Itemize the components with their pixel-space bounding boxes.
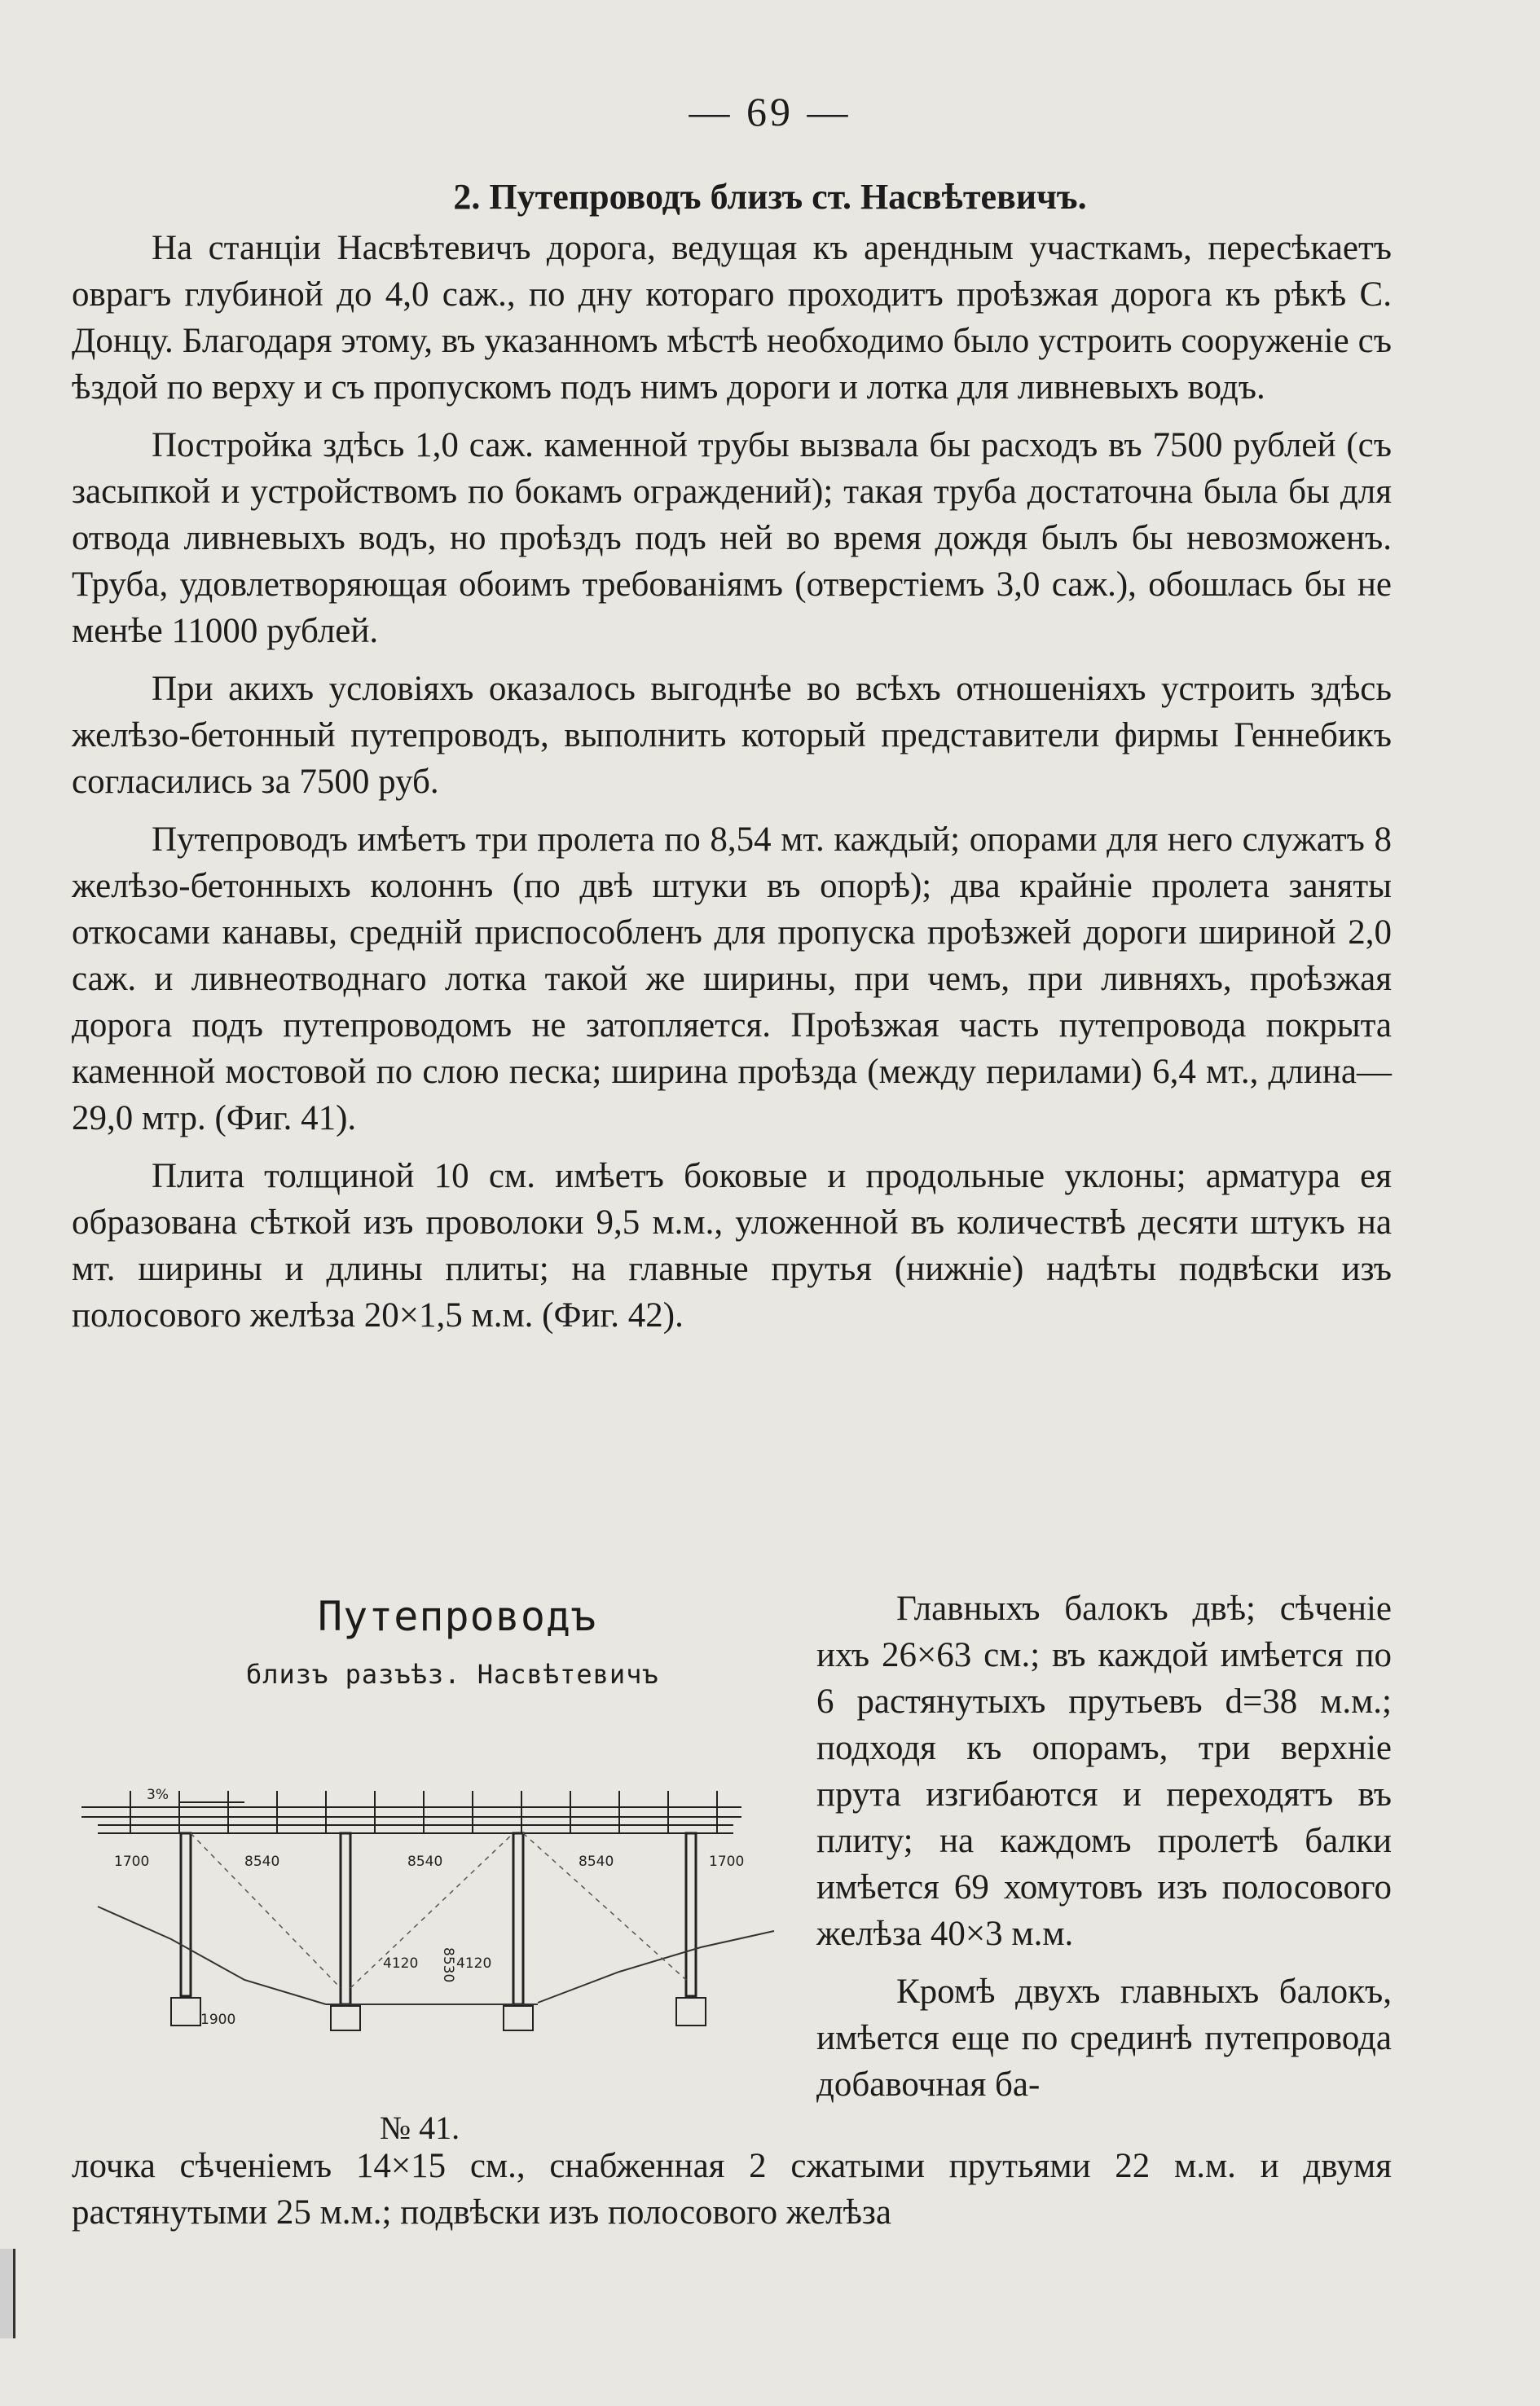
- side-paragraph-2: Кромѣ двухъ главныхъ балокъ, имѣется еще по срединѣ путепровода добавочная ба-: [816, 1973, 1392, 2104]
- slope-label: 3%: [147, 1787, 169, 1803]
- dim-road-right: 4120: [456, 1955, 492, 1972]
- paragraph-4: Путепроводъ имѣетъ три пролета по 8,54 мт. каждый; опорами для него служатъ 8 желѣзо-бетонныхъ колоннъ (по двѣ штуки въ опорѣ); два крайніе пролета заняты откосами канавы, средній приспособленъ для пропуска проѣзжей дороги шириной 2,0 саж. и ливнеотводнаго лотка такой же ширины, при чемъ, при ливняхъ, проѣзжая дорога подъ путепроводомъ не затопляется. Проѣзжая часть путепровода покрыта каменной мостовой по слою песка; ширина проѣзда (между перилами) 6,4 мт., длина—29,0 мтр. (Фиг. 41).: [72, 820, 1392, 1137]
- dim-span-2: 8540: [407, 1854, 443, 1870]
- section-heading: 2. Путепроводъ близъ ст. Насвѣтевичъ.: [453, 177, 1087, 217]
- dim-end-left: 1700: [114, 1854, 150, 1870]
- paragraph-2: Постройка здѣсь 1,0 саж. каменной трубы вызвала бы расходъ въ 7500 рублей (съ засыпкой и устройствомъ по бокамъ ограждений); такая труба достаточна была бы для отвода ливневыхъ водъ, но проѣздъ подъ ней во время дождя былъ бы невозможенъ. Труба, удовлетворяющая обоимъ требованіямъ (отверстіемъ 3,0 саж.), обошлась бы не менѣе 11000 рублей.: [72, 426, 1392, 650]
- dim-end-right: 1700: [709, 1854, 745, 1870]
- figure-subtitle: близъ разъѣз. Насвѣтевичъ: [246, 1659, 659, 1690]
- deck-lines: [81, 1807, 741, 1833]
- footings: [171, 1998, 706, 2030]
- railing-posts: [130, 1791, 717, 1833]
- dim-span-1: 8540: [244, 1854, 280, 1870]
- figure-number: № 41.: [380, 2109, 460, 2146]
- side-paragraph-1: Главныхъ балокъ двѣ; сѣченіе ихъ 26×63 см.; въ каждой имѣется по 6 растянутыхъ прутьевъ d=38 м.м.; подходя къ опорамъ, три верхніе прута изгибаются и переходятъ въ плиту; на каждомъ пролетѣ балки имѣется 69 хомутовъ изъ полосового желѣза 40×3 м.м.: [816, 1590, 1392, 1953]
- page-number: — 69 —: [689, 89, 851, 134]
- dim-road-left: 4120: [383, 1955, 419, 1972]
- continuation-block: [72, 2143, 1392, 2247]
- dim-height: 8530: [440, 1947, 456, 1983]
- continuation-paragraph: лочка сѣченіемъ 14×15 см., снабженная 2 сжатыми прутьями 22 м.м. и двумя растянутыми 25 м.м.; подвѣски изъ полосового желѣза: [72, 2147, 1392, 2232]
- ground-lines: [98, 1907, 774, 2004]
- figure-title: Путепроводъ: [318, 1593, 597, 1640]
- dim-span-3: 8540: [579, 1854, 614, 1870]
- viaduct-drawing: [81, 1784, 790, 2078]
- side-text-block: [816, 1586, 1392, 2119]
- dim-footing: 1900: [200, 2012, 236, 2028]
- paragraph-1: На станціи Насвѣтевичъ дорога, ведущая къ арендным участкамъ, пересѣкаетъ оврагъ глубиной до 4,0 саж., по дну котораго проходитъ проѣзжая дорога къ рѣкѣ С. Донцу. Благодаря этому, въ указанномъ мѣстѣ необходимо было устроить сооруженіе съ ѣздой по верху и съ пропускомъ подъ нимъ дороги и лотка для ливневыхъ водъ.: [72, 229, 1392, 407]
- main-text-block: [72, 225, 1392, 1350]
- paragraph-5: Плита толщиной 10 см. имѣетъ боковые и продольные уклоны; арматура ея образована сѣткой изъ проволоки 9,5 м.м., уложенной въ количествѣ десяти штукъ на мт. ширины и длины плиты; на главные прутья (нижніе) надѣты подвѣски изъ полосового желѣза 20×1,5 м.м. (Фиг. 42).: [72, 1157, 1392, 1335]
- binding-edge: [0, 2249, 15, 2338]
- paragraph-3: При акихъ условіяхъ оказалось выгоднѣе во всѣхъ отношеніяхъ устроить здѣсь желѣзо-бетонный путепроводъ, выполнить который представители фирмы Геннебикъ согласились за 7500 руб.: [72, 670, 1392, 801]
- viaduct-svg: [81, 1784, 790, 2078]
